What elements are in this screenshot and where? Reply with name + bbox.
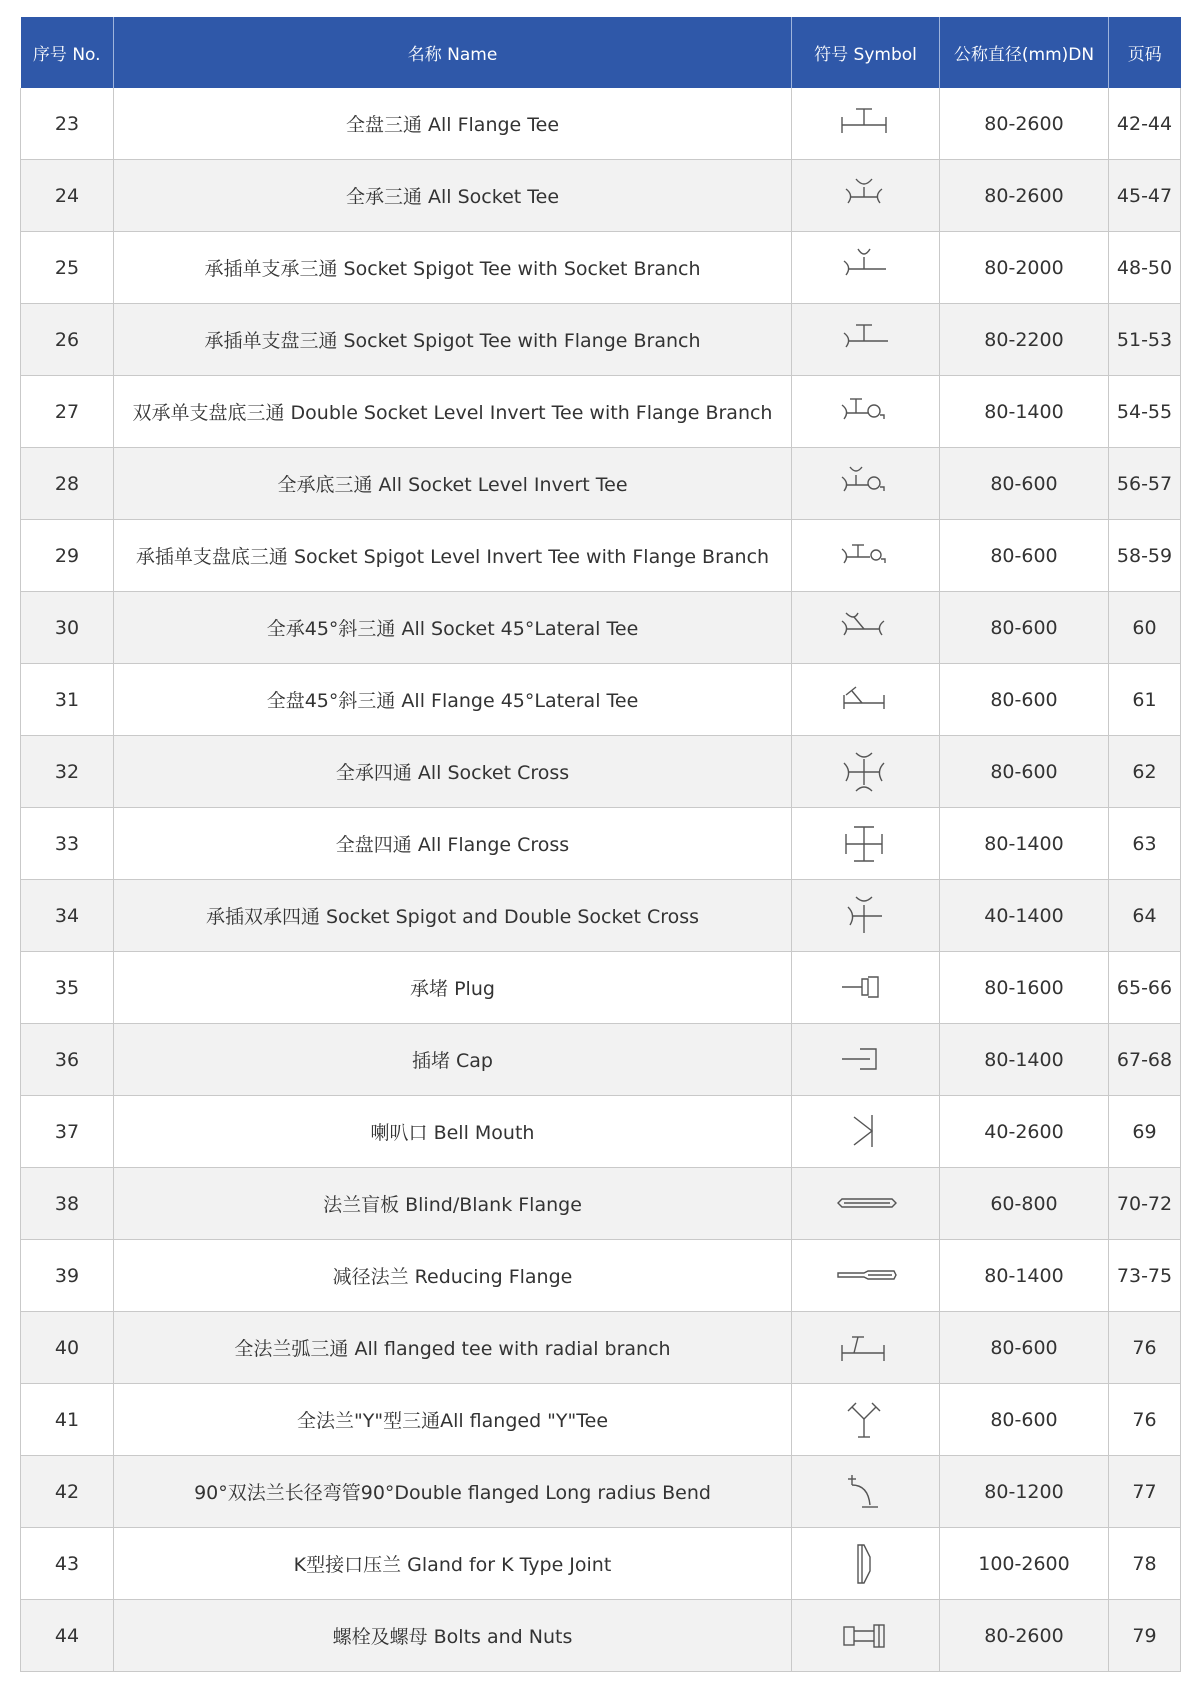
row-page: 69 <box>1109 1096 1181 1168</box>
reducing-flange-icon <box>834 1253 898 1299</box>
row-number: 30 <box>21 592 114 664</box>
all-socket-level-invert-tee-icon <box>834 461 898 507</box>
row-number: 23 <box>21 88 114 160</box>
row-name: 承插双承四通 Socket Spigot and Double Socket Cross <box>114 880 792 952</box>
table-row <box>21 880 1181 952</box>
row-page: 64 <box>1109 880 1181 952</box>
table-row <box>21 448 1181 520</box>
row-name: 减径法兰 Reducing Flange <box>114 1240 792 1312</box>
row-name: 承插单支盘底三通 Socket Spigot Level Invert Tee with Flange Branch <box>114 520 792 592</box>
row-symbol <box>792 88 940 160</box>
row-name: 插堵 Cap <box>114 1024 792 1096</box>
row-number: 26 <box>21 304 114 376</box>
row-number: 27 <box>21 376 114 448</box>
row-number: 35 <box>21 952 114 1024</box>
header-dn: 公称直径(mm)DN <box>940 17 1109 88</box>
row-name: 全盘四通 All Flange Cross <box>114 808 792 880</box>
row-page: 60 <box>1109 592 1181 664</box>
row-number: 25 <box>21 232 114 304</box>
table-row <box>21 88 1181 160</box>
row-name: 螺栓及螺母 Bolts and Nuts <box>114 1600 792 1672</box>
y-tee-icon <box>834 1397 898 1443</box>
row-symbol <box>792 1384 940 1456</box>
row-page: 77 <box>1109 1456 1181 1528</box>
header-name: 名称 Name <box>114 17 792 88</box>
row-symbol <box>792 1024 940 1096</box>
row-symbol <box>792 448 940 520</box>
row-dn: 80-600 <box>940 1384 1109 1456</box>
row-page: 67-68 <box>1109 1024 1181 1096</box>
row-name: 全承底三通 All Socket Level Invert Tee <box>114 448 792 520</box>
row-name: 承插单支盘三通 Socket Spigot Tee with Flange Branch <box>114 304 792 376</box>
row-dn: 80-600 <box>940 664 1109 736</box>
row-number: 40 <box>21 1312 114 1384</box>
long-radius-bend-icon <box>834 1469 898 1515</box>
row-dn: 80-1600 <box>940 952 1109 1024</box>
bell-mouth-icon <box>834 1109 898 1155</box>
header-no: 序号 No. <box>21 17 114 88</box>
row-symbol <box>792 736 940 808</box>
row-page: 61 <box>1109 664 1181 736</box>
socket-spigot-tee-socket-branch-icon <box>834 245 898 291</box>
row-symbol <box>792 1096 940 1168</box>
row-page: 78 <box>1109 1528 1181 1600</box>
table-row <box>21 304 1181 376</box>
table-row <box>21 1168 1181 1240</box>
row-page: 73-75 <box>1109 1240 1181 1312</box>
flange-cross-icon <box>834 821 898 867</box>
socket-cross-icon <box>834 749 898 795</box>
row-number: 44 <box>21 1600 114 1672</box>
row-symbol <box>792 376 940 448</box>
row-dn: 80-600 <box>940 448 1109 520</box>
row-symbol <box>792 1312 940 1384</box>
row-dn: 80-600 <box>940 736 1109 808</box>
row-dn: 80-2200 <box>940 304 1109 376</box>
fittings-table <box>20 17 1181 1672</box>
row-dn: 40-2600 <box>940 1096 1109 1168</box>
row-dn: 80-2600 <box>940 88 1109 160</box>
header-symbol: 符号 Symbol <box>792 17 940 88</box>
row-page: 62 <box>1109 736 1181 808</box>
row-name: 全承45°斜三通 All Socket 45°Lateral Tee <box>114 592 792 664</box>
table-row <box>21 1456 1181 1528</box>
row-dn: 80-1400 <box>940 808 1109 880</box>
row-dn: 80-600 <box>940 520 1109 592</box>
row-symbol <box>792 1600 940 1672</box>
row-name: K型接口压兰 Gland for K Type Joint <box>114 1528 792 1600</box>
row-name: 承堵 Plug <box>114 952 792 1024</box>
row-name: 承插单支承三通 Socket Spigot Tee with Socket Branch <box>114 232 792 304</box>
table-row <box>21 1312 1181 1384</box>
row-number: 33 <box>21 808 114 880</box>
row-name: 全盘三通 All Flange Tee <box>114 88 792 160</box>
row-dn: 80-1400 <box>940 1024 1109 1096</box>
row-symbol <box>792 664 940 736</box>
table-row <box>21 952 1181 1024</box>
row-dn: 80-1400 <box>940 376 1109 448</box>
row-page: 48-50 <box>1109 232 1181 304</box>
cap-icon <box>834 1037 898 1083</box>
row-page: 76 <box>1109 1312 1181 1384</box>
flange-tee-icon <box>834 101 898 147</box>
header-page: 页码 <box>1109 17 1181 88</box>
table-row <box>21 520 1181 592</box>
row-number: 43 <box>21 1528 114 1600</box>
row-dn: 60-800 <box>940 1168 1109 1240</box>
row-page: 58-59 <box>1109 520 1181 592</box>
row-dn: 80-1400 <box>940 1240 1109 1312</box>
row-symbol <box>792 952 940 1024</box>
gland-icon <box>834 1541 898 1587</box>
row-number: 34 <box>21 880 114 952</box>
row-name: 90°双法兰长径弯管90°Double flanged Long radius Bend <box>114 1456 792 1528</box>
row-name: 法兰盲板 Blind/Blank Flange <box>114 1168 792 1240</box>
table-body <box>21 88 1181 1672</box>
table-row <box>21 664 1181 736</box>
blind-flange-icon <box>834 1181 898 1227</box>
flange-lateral-tee-icon <box>834 677 898 723</box>
bolts-nuts-icon <box>834 1613 898 1659</box>
row-dn: 80-600 <box>940 1312 1109 1384</box>
row-number: 28 <box>21 448 114 520</box>
row-symbol <box>792 520 940 592</box>
table-row <box>21 160 1181 232</box>
socket-tee-icon <box>834 173 898 219</box>
row-symbol <box>792 304 940 376</box>
row-symbol <box>792 880 940 952</box>
radial-branch-tee-icon <box>834 1325 898 1371</box>
table-row <box>21 808 1181 880</box>
row-name: 全法兰弧三通 All flanged tee with radial branch <box>114 1312 792 1384</box>
row-symbol <box>792 1240 940 1312</box>
row-number: 29 <box>21 520 114 592</box>
row-name: 全盘45°斜三通 All Flange 45°Lateral Tee <box>114 664 792 736</box>
row-dn: 80-2000 <box>940 232 1109 304</box>
table-row <box>21 1384 1181 1456</box>
row-number: 39 <box>21 1240 114 1312</box>
row-name: 全承三通 All Socket Tee <box>114 160 792 232</box>
table-row <box>21 1528 1181 1600</box>
row-symbol <box>792 808 940 880</box>
row-symbol <box>792 1456 940 1528</box>
row-name: 喇叭口 Bell Mouth <box>114 1096 792 1168</box>
row-symbol <box>792 1168 940 1240</box>
table-row <box>21 1096 1181 1168</box>
row-dn: 80-2600 <box>940 160 1109 232</box>
table-header <box>21 17 1181 88</box>
double-socket-level-invert-tee-icon <box>834 389 898 435</box>
row-page: 76 <box>1109 1384 1181 1456</box>
table-row <box>21 232 1181 304</box>
row-name: 全法兰"Y"型三通All flanged "Y"Tee <box>114 1384 792 1456</box>
row-dn: 80-1200 <box>940 1456 1109 1528</box>
table-row <box>21 376 1181 448</box>
socket-spigot-cross-icon <box>834 893 898 939</box>
row-page: 45-47 <box>1109 160 1181 232</box>
row-number: 32 <box>21 736 114 808</box>
row-symbol <box>792 232 940 304</box>
row-page: 54-55 <box>1109 376 1181 448</box>
row-number: 31 <box>21 664 114 736</box>
socket-spigot-level-invert-tee-icon <box>834 533 898 579</box>
plug-icon <box>834 965 898 1011</box>
row-number: 36 <box>21 1024 114 1096</box>
row-symbol <box>792 1528 940 1600</box>
row-page: 70-72 <box>1109 1168 1181 1240</box>
table-row <box>21 1600 1181 1672</box>
socket-spigot-tee-flange-branch-icon <box>834 317 898 363</box>
row-name: 双承单支盘底三通 Double Socket Level Invert Tee with Flange Branch <box>114 376 792 448</box>
row-number: 24 <box>21 160 114 232</box>
row-dn: 40-1400 <box>940 880 1109 952</box>
table-row <box>21 592 1181 664</box>
row-number: 37 <box>21 1096 114 1168</box>
row-number: 38 <box>21 1168 114 1240</box>
row-page: 65-66 <box>1109 952 1181 1024</box>
row-dn: 100-2600 <box>940 1528 1109 1600</box>
table-row <box>21 1024 1181 1096</box>
row-dn: 80-600 <box>940 592 1109 664</box>
row-number: 41 <box>21 1384 114 1456</box>
row-symbol <box>792 592 940 664</box>
row-name: 全承四通 All Socket Cross <box>114 736 792 808</box>
row-page: 63 <box>1109 808 1181 880</box>
row-page: 56-57 <box>1109 448 1181 520</box>
table-row <box>21 736 1181 808</box>
table-row <box>21 1240 1181 1312</box>
row-page: 51-53 <box>1109 304 1181 376</box>
row-number: 42 <box>21 1456 114 1528</box>
row-dn: 80-2600 <box>940 1600 1109 1672</box>
socket-lateral-tee-icon <box>834 605 898 651</box>
row-page: 79 <box>1109 1600 1181 1672</box>
row-symbol <box>792 160 940 232</box>
row-page: 42-44 <box>1109 88 1181 160</box>
